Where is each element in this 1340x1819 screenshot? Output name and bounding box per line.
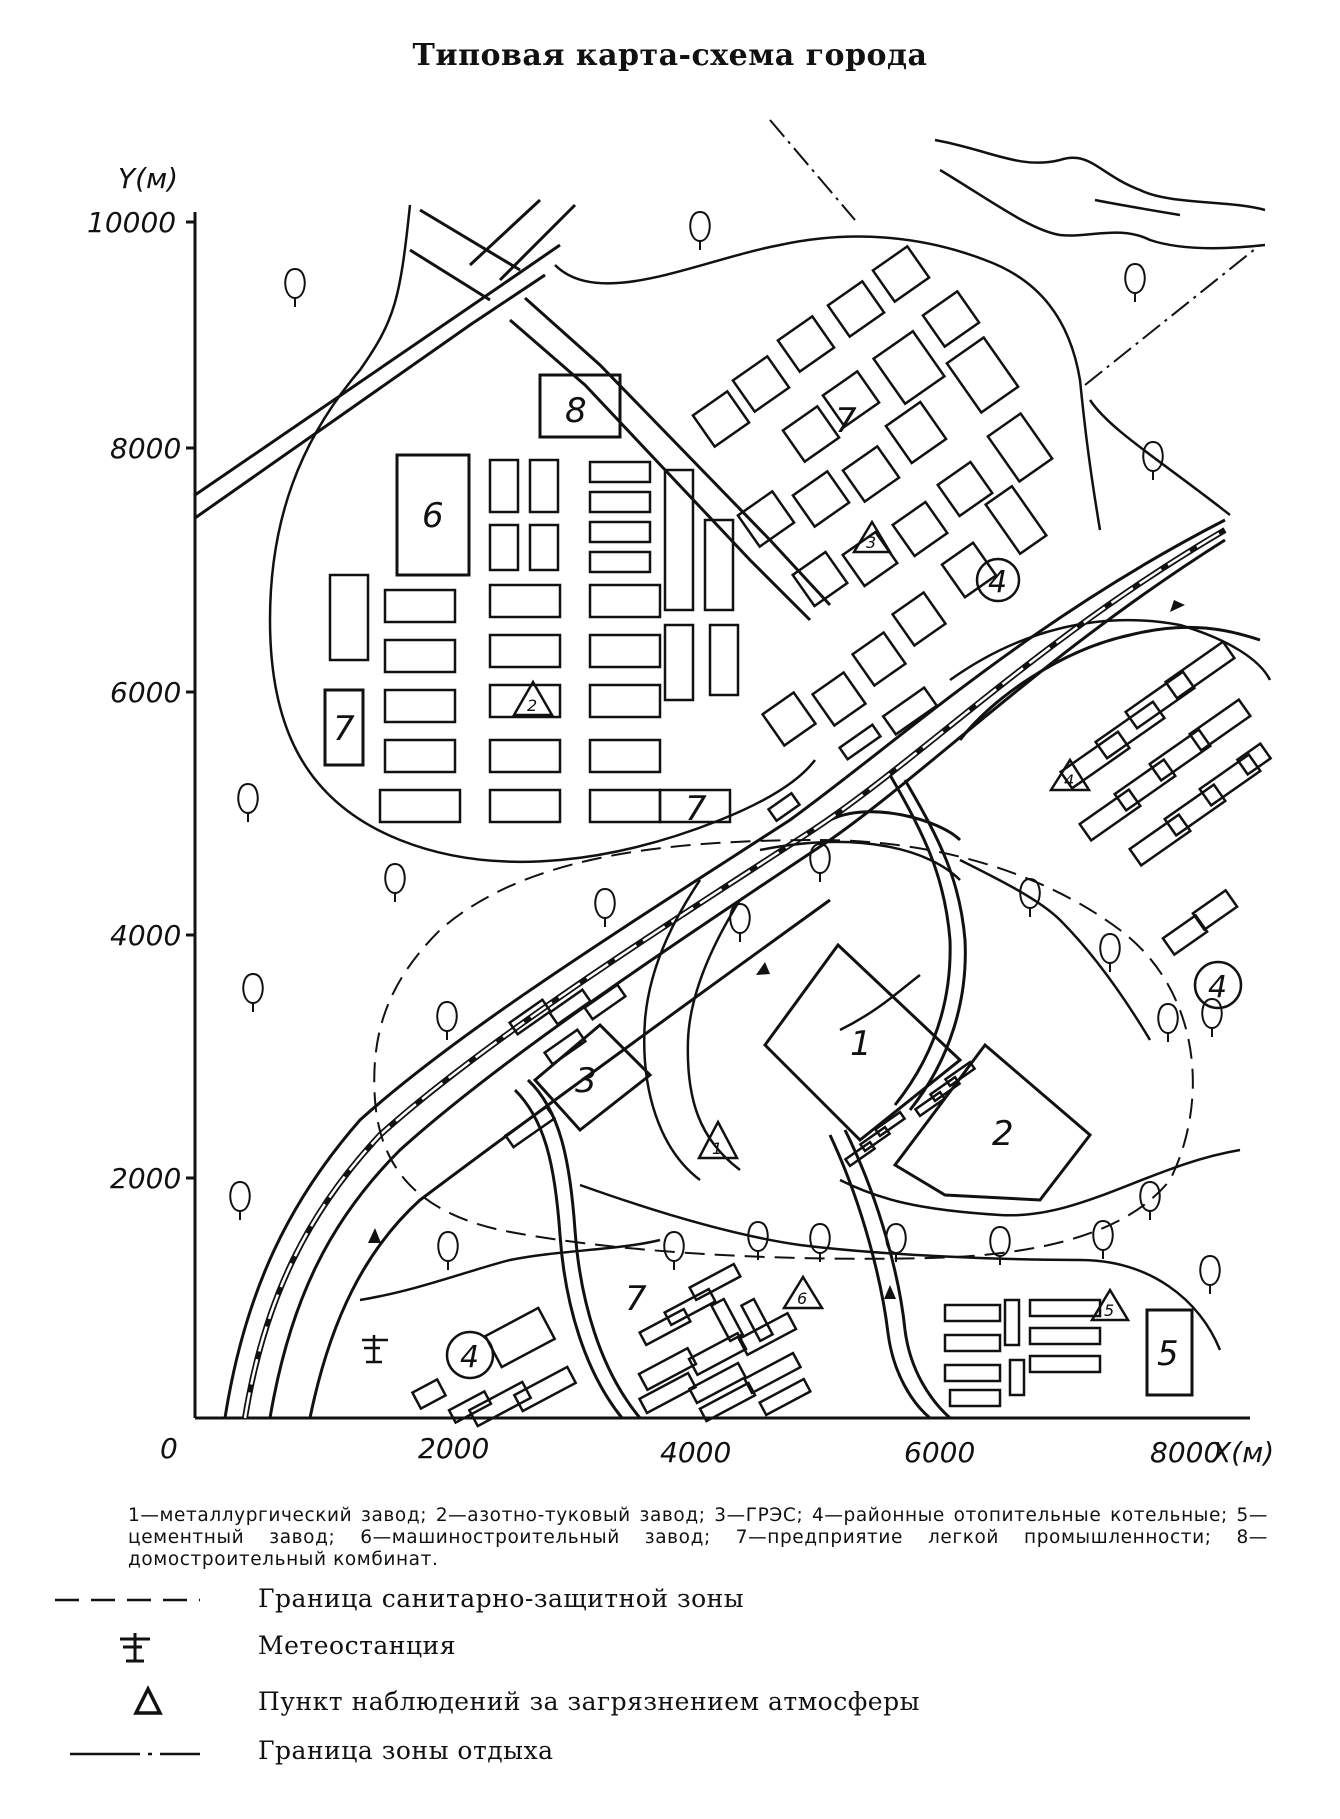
x-tick-6000: 6000 [904, 1436, 976, 1469]
label-factory-7c: 7 [835, 401, 857, 441]
map-caption: 1—металлургический завод; 2—азотно-туковый завод; 3—ГРЭС; 4—районные отопительные котельные; 5—цементный завод; 6—машиностроительный завод; 7—предприятие легкой промышленности; 8—домостроительный комбинат. [128, 1505, 1268, 1570]
tree-icon [690, 212, 709, 250]
city-block [590, 790, 660, 822]
tree-icon [230, 1182, 249, 1220]
city-block [514, 1367, 575, 1411]
city-block [590, 522, 650, 542]
city-block [689, 1363, 745, 1403]
tree-icon [285, 269, 304, 307]
city-block [793, 552, 848, 606]
label-factory-7b: 7 [685, 789, 707, 829]
city-block [705, 520, 733, 610]
y-axis-label: Y(м) [118, 162, 179, 195]
city-block [1130, 815, 1191, 866]
city-block [530, 460, 558, 512]
legend-label-weather: Метеостанция [258, 1631, 456, 1660]
legend-label-observation: Пункт наблюдений за загрязнением атмосферы [258, 1687, 920, 1716]
label-factory-7d: 7 [625, 1279, 647, 1319]
city-block [1030, 1328, 1100, 1344]
label-factory-7a: 7 [333, 709, 355, 749]
city-block [986, 486, 1047, 554]
tree-icon [810, 1224, 829, 1262]
city-block [1030, 1300, 1100, 1316]
tree-icon [1158, 1004, 1177, 1042]
observation-point-2-icon [514, 682, 552, 715]
label-factory-5: 5 [1157, 1334, 1179, 1374]
city-block [380, 790, 460, 822]
city-block [490, 635, 560, 667]
y-tick-6000: 6000 [110, 676, 182, 709]
city-block [490, 790, 560, 822]
city-block [874, 331, 945, 404]
city-block [693, 391, 749, 446]
tree-icon [437, 1002, 456, 1040]
city-block [1193, 890, 1237, 929]
tree-icon [385, 864, 404, 902]
legend-row-observation [0, 1683, 1340, 1723]
tree-icon [438, 1232, 457, 1270]
city-block [950, 1390, 1000, 1406]
label-factory-6: 6 [422, 496, 444, 536]
city-block [1030, 1356, 1100, 1372]
weather-station-icon [362, 1335, 388, 1362]
city-block [778, 316, 834, 371]
boiler-house-label: 4 [460, 1340, 480, 1375]
observation-point-6-icon [784, 1277, 822, 1308]
city-block [385, 640, 455, 672]
city-block [665, 625, 693, 700]
city-block [945, 1365, 1000, 1381]
city-block [485, 1308, 554, 1367]
x-tick-2000: 2000 [418, 1432, 490, 1465]
city-block [385, 690, 455, 722]
tree-icon [243, 974, 262, 1012]
city-block [853, 633, 906, 686]
city-block [590, 740, 660, 772]
city-block [590, 685, 660, 717]
enterprise-labels [333, 391, 1179, 1374]
boiler-houses [447, 559, 1241, 1378]
map-title: Типовая карта-схема города [412, 38, 928, 73]
city-block [793, 471, 849, 526]
city-block [813, 673, 866, 726]
district-outlines [270, 205, 1270, 1350]
city-block [385, 740, 455, 772]
tree-icon [1125, 264, 1144, 302]
railway [245, 530, 1228, 1418]
city-block [1190, 700, 1251, 751]
city-block [1163, 915, 1207, 954]
city-block [1150, 730, 1211, 781]
city-block [710, 625, 738, 695]
city-block [923, 291, 979, 346]
label-factory-3: 3 [575, 1061, 597, 1101]
city-block [490, 585, 560, 617]
industrial-roads [644, 842, 960, 1180]
origin-label: 0 [160, 1432, 178, 1465]
city-block [843, 446, 899, 501]
x-axis-label: X(м) [1212, 1436, 1275, 1469]
city-block [689, 1333, 746, 1375]
observation-point-1-icon [699, 1122, 737, 1158]
tree-icon [748, 1222, 767, 1260]
city-block [330, 575, 368, 660]
x-tick-4000: 4000 [660, 1436, 732, 1469]
legend-label-sanitary: Граница санитарно-защитной зоны [258, 1584, 745, 1613]
city-block [1166, 642, 1235, 699]
svg-text:1: 1 [712, 1139, 723, 1158]
city-block [738, 491, 794, 546]
city-block [1005, 1300, 1019, 1345]
city-block [700, 1383, 755, 1421]
city-block [490, 525, 518, 570]
triangle-icon [50, 1683, 210, 1723]
city-block [783, 406, 839, 461]
city-block [590, 492, 650, 512]
city-block [893, 593, 946, 646]
city-block [590, 585, 660, 617]
city-block [873, 246, 929, 301]
city-block [893, 502, 948, 556]
sanitary-zone-boundary [374, 840, 1193, 1259]
tree-icon [1140, 1182, 1159, 1220]
y-tick-4000: 4000 [110, 919, 182, 952]
city-block [938, 462, 993, 516]
tree-icon [238, 784, 257, 822]
x-tick-8000: 8000 [1150, 1436, 1222, 1469]
city-block [828, 281, 884, 336]
svg-text:3: 3 [866, 533, 877, 552]
legend-row-recreation [0, 1732, 1340, 1772]
tree-icon [595, 889, 614, 927]
city-block [490, 740, 560, 772]
legend-row-weather [0, 1627, 1340, 1667]
city-block [665, 470, 693, 610]
city-block [412, 1379, 445, 1408]
label-factory-1: 1 [850, 1024, 872, 1064]
svg-text:2: 2 [527, 696, 538, 715]
city-block [733, 356, 789, 411]
city-block [1115, 760, 1176, 811]
svg-text:6: 6 [797, 1289, 808, 1308]
weather-station-icon [50, 1627, 210, 1667]
tree-icon [1093, 1221, 1112, 1259]
city-block [585, 985, 626, 1019]
label-factory-2: 2 [992, 1114, 1014, 1154]
tree-icon [1200, 1256, 1219, 1294]
trees [230, 212, 1221, 1294]
city-block [988, 414, 1052, 482]
city-block [1200, 755, 1261, 806]
tree-icon [1100, 934, 1119, 972]
city-block [744, 1353, 800, 1393]
city-block [590, 635, 660, 667]
city-block [506, 1107, 555, 1147]
city-block [385, 590, 455, 622]
y-tick-8000: 8000 [110, 432, 182, 465]
city-block [945, 1305, 1000, 1321]
river [935, 140, 1265, 248]
city-block [590, 462, 650, 482]
city-block [490, 460, 518, 512]
boiler-house-label: 4 [1208, 970, 1228, 1005]
city-block [1010, 1360, 1024, 1395]
city-block [545, 1030, 586, 1064]
observation-point-3-icon [854, 522, 890, 552]
y-tick-10000: 10000 [87, 206, 177, 239]
svg-text:5: 5 [1104, 1301, 1115, 1320]
city-block [945, 1335, 1000, 1351]
city-block [886, 402, 946, 463]
city-block [590, 552, 650, 572]
city-block [947, 338, 1018, 413]
city-block [530, 525, 558, 570]
svg-text:4: 4 [1064, 771, 1075, 790]
label-factory-8: 8 [565, 391, 587, 431]
dashed-line-icon [50, 1580, 210, 1620]
legend-label-recreation: Граница зоны отдыха [258, 1736, 554, 1765]
city-block [1165, 785, 1226, 836]
city-block [1080, 790, 1141, 841]
dash-dot-line-icon [50, 1732, 210, 1772]
y-tick-2000: 2000 [110, 1162, 182, 1195]
boiler-house-label: 4 [988, 565, 1008, 600]
city-block [763, 693, 816, 746]
legend-row-sanitary [0, 1580, 1340, 1620]
